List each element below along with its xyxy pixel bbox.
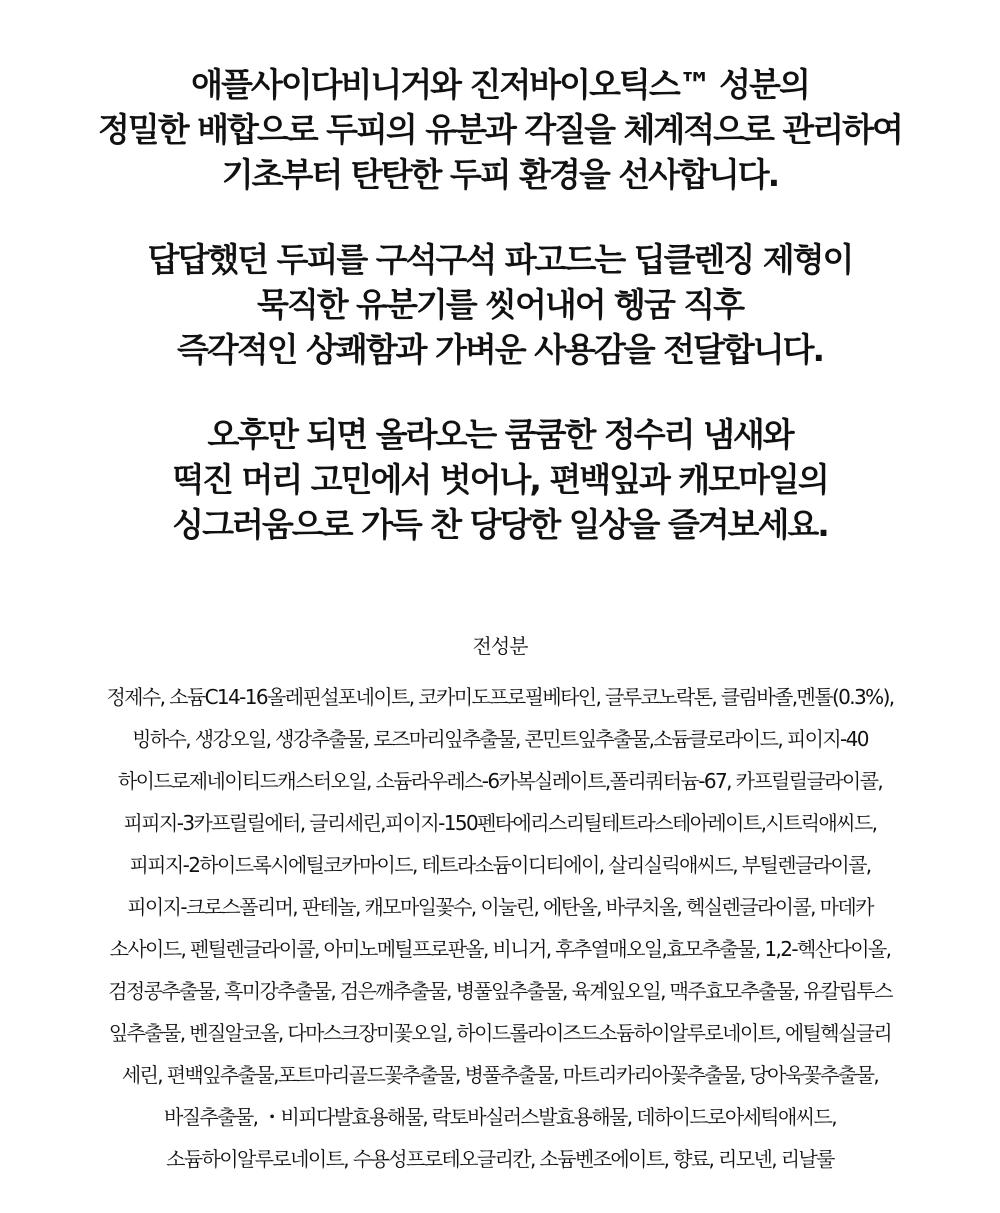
ingredients-line: 피피지-3카프릴릴에터, 글리세린,피이지-150펜타에리스리틸테트라스테아레이트,시트릭애씨드, — [123, 811, 877, 835]
ingredients-line: 세린, 편백잎추출물,포트마리골드꽃추출물, 병풀추출물, 마트리카리아꽃추출물, 당아욱꽃추출물, — [121, 1063, 879, 1087]
product-intro — [0, 62, 1000, 587]
full-ingredients-section — [0, 632, 1000, 1180]
ingredients-line: 피피지-2하이드록시에틸코카마이드, 테트라소듐이디티에이, 살리실릭애씨드, 부틸렌글라이콜, — [129, 853, 871, 877]
ingredients-line: 하이드로제네이티드캐스터오일, 소듐라우레스-6카복실레이트,폴리쿼터늄-67, 카프릴릴글라이콜, — [117, 769, 883, 793]
intro-line: 기초부터 탄탄한 두피 환경을 선사합니다. — [221, 155, 779, 194]
intro-line: 애플사이다비니거와 진저바이오틱스™ 성분의 — [191, 65, 809, 104]
ingredients-line: 빙하수, 생강오일, 생강추출물, 로즈마리잎추출물, 콘민트잎추출물,소듐클로라이드, 피이지-40 — [132, 727, 868, 751]
ingredients-list — [0, 676, 1000, 1180]
intro-paragraph-cleansing — [0, 237, 1000, 372]
intro-paragraph-scent — [0, 412, 1000, 547]
intro-paragraph-ingredients — [0, 62, 1000, 197]
intro-line: 오후만 되면 올라오는 쿰쿰한 정수리 냄새와 — [207, 415, 793, 454]
intro-line: 묵직한 유분기를 씻어내어 헹굼 직후 — [256, 285, 744, 324]
ingredients-line: 피이지-크로스폴리머, 판테놀, 캐모마일꽃수, 이눌린, 에탄올, 바쿠치올, 헥실렌글라이콜, 마데카 — [127, 895, 873, 919]
intro-line: 즉각적인 상쾌함과 가벼운 사용감을 전달합니다. — [176, 330, 824, 369]
intro-line: 답답했던 두피를 구석구석 파고드는 딥클렌징 제형이 — [147, 240, 853, 279]
ingredients-line: 검정콩추출물, 흑미강추출물, 검은깨추출물, 병풀잎추출물, 육계잎오일, 맥주효모추출물, 유칼립투스 — [108, 979, 892, 1003]
ingredients-line: 정제수, 소듐C14-16올레핀설포네이트, 코카미도프로필베타인, 글루코노락톤, 클림바졸,멘톨(0.3%), — [106, 685, 894, 709]
ingredients-line: 소사이드, 펜틸렌글라이콜, 아미노메틸프로판올, 비니거, 후추열매오일,효모추출물, 1,2-헥산다이올, — [109, 937, 891, 961]
ingredients-heading: 전성분 — [472, 634, 528, 658]
intro-line: 떡진 머리 고민에서 벗어나, 편백잎과 캐모마일의 — [172, 460, 828, 499]
ingredients-line: 잎추출물, 벤질알코올, 다마스크장미꽃오일, 하이드롤라이즈드소듐하이알루로네이트, 에틸헥실글리 — [108, 1021, 892, 1045]
ingredients-line: 바질추출물, ・비피다발효용해물, 락토바실러스발효용해물, 데하이드로아세틱애씨드, — [164, 1105, 836, 1129]
intro-line: 싱그러움으로 가득 찬 당당한 일상을 즐겨보세요. — [172, 505, 828, 544]
intro-line: 정밀한 배합으로 두피의 유분과 각질을 체계적으로 관리하여 — [98, 110, 902, 149]
ingredients-line: 소듐하이알루로네이트, 수용성프로테오글리칸, 소듐벤조에이트, 향료, 리모넨, 리날룰 — [166, 1147, 834, 1171]
